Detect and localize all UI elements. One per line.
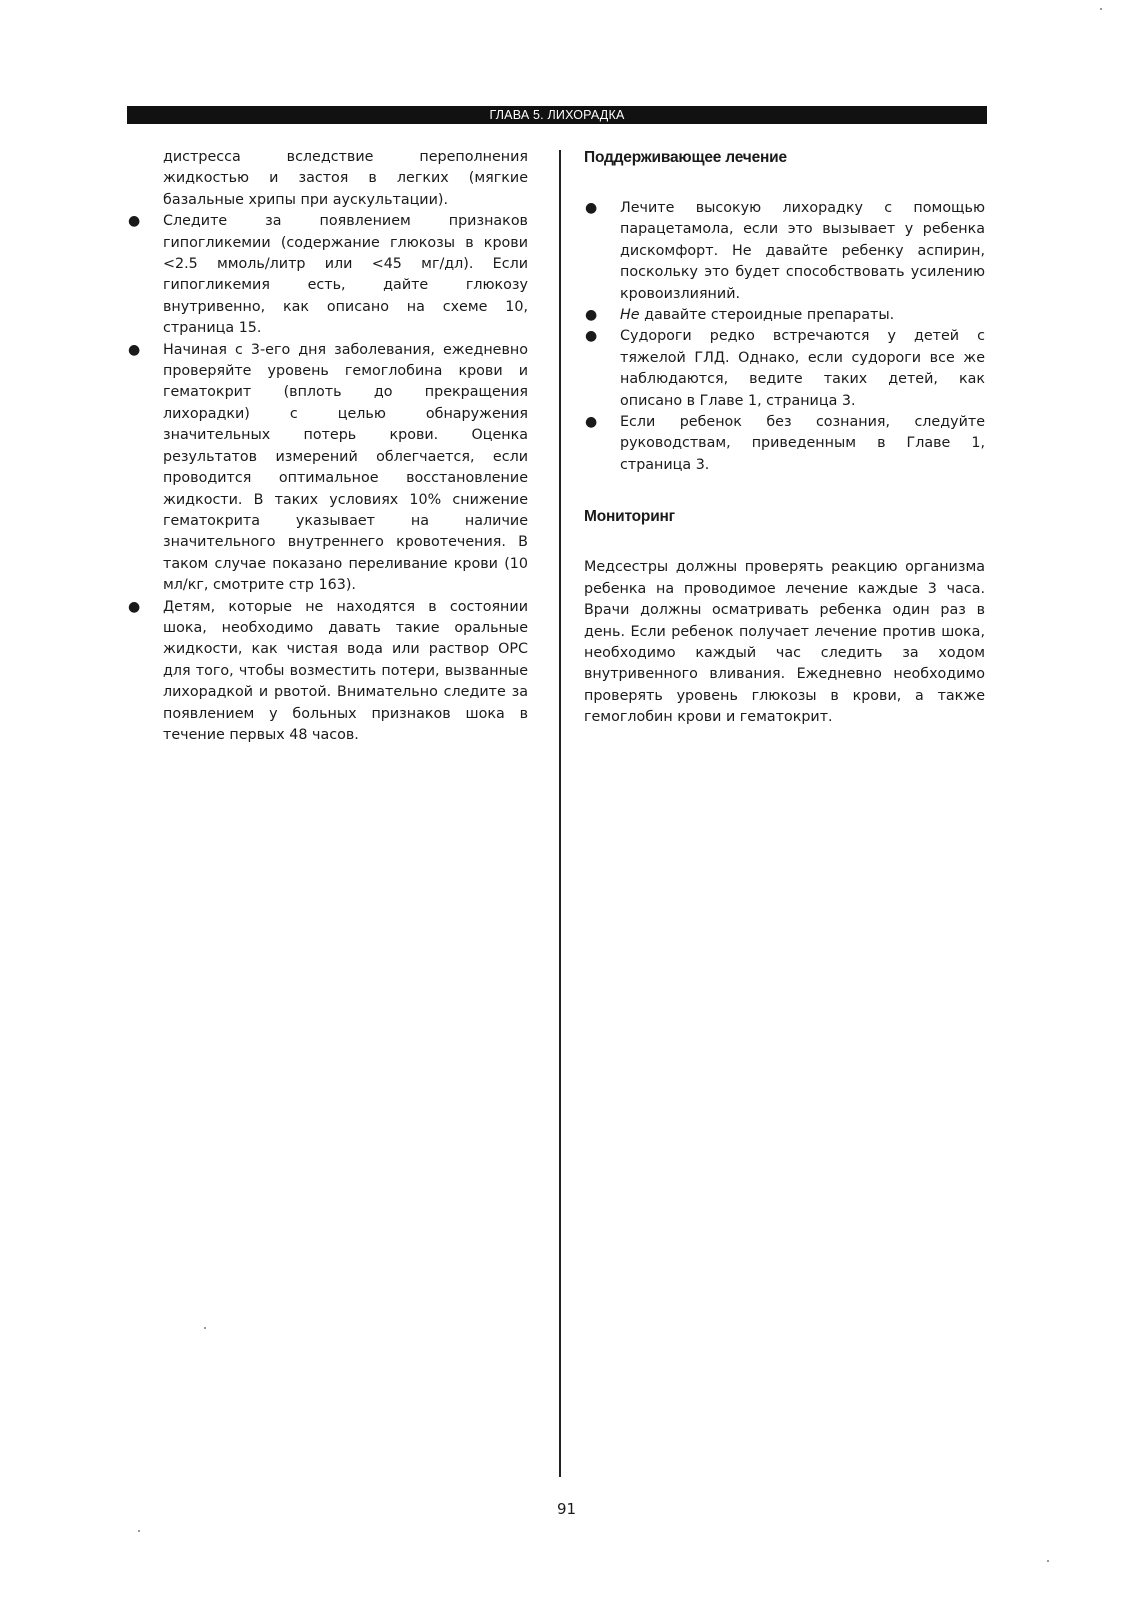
list-item	[584, 412, 985, 476]
scan-speck	[1047, 1560, 1049, 1562]
list-item	[127, 597, 528, 747]
scan-speck	[204, 1327, 206, 1329]
scan-speck	[1100, 8, 1102, 10]
list-item	[584, 326, 985, 412]
bullet-dot-icon: ●	[128, 213, 141, 230]
list-item	[127, 211, 528, 339]
list-item-text: Следите за появлением признаков гипогликемии (содержание глюкозы в крови <2.5 ммоль/литр или <45 мг/дл). Если гипогликемия есть, дайте глюкозу внутривенно, как описано на схеме 10, страница 15.	[163, 213, 528, 337]
list-item	[584, 198, 985, 305]
bullet-dot-icon: ●	[128, 341, 141, 358]
spacer	[584, 476, 985, 506]
column-divider	[559, 150, 561, 1477]
spacer	[584, 168, 985, 198]
left-bullet-list	[127, 211, 528, 746]
scan-speck	[138, 1530, 140, 1532]
chapter-header: ГЛАВА 5. ЛИХОРАДКА	[127, 106, 987, 124]
section-heading-supportive-care: Поддерживающее лечение	[584, 149, 787, 166]
spacer	[584, 527, 985, 557]
list-item-text: Если ребенок без сознания, следуйте руководствам, приведенным в Главе 1, страница 3.	[620, 414, 985, 473]
list-item-text: Судороги редко встречаются у детей с тяжелой ГЛД. Однако, если судороги все же наблюдаются, ведите таких детей, как описано в Главе 1, страница 3.	[620, 328, 985, 409]
bullet-dot-icon: ●	[585, 414, 598, 431]
bullet-dot-icon: ●	[585, 307, 598, 324]
bullet-dot-icon: ●	[128, 598, 141, 615]
list-item	[127, 340, 528, 597]
left-column	[127, 147, 528, 746]
list-item	[584, 305, 985, 326]
list-item-text: давайте стероидные препараты.	[639, 307, 895, 324]
list-item-text: Детям, которые не находятся в состоянии шока, необходимо давать такие оральные жидкости, как чистая вода или раствор ОРС для того, чтобы возместить потери, вызванные лихорадкой и рвотой. Внимательно следите за появлением у больных признаков шока в течение первых 48 часов.	[163, 598, 528, 743]
right-column	[584, 147, 985, 729]
list-item-emphasis: Не	[620, 307, 640, 324]
section-heading-monitoring: Мониторинг	[584, 508, 675, 526]
bullet-dot-icon: ●	[585, 328, 598, 345]
bullet-dot-icon: ●	[585, 200, 598, 216]
list-item-text: Лечите высокую лихорадку с помощью парацетамола, если это вызывает у ребенка дискомфорт. Не давайте ребенку аспирин, поскольку это будет способствовать усилению кровоизлияний.	[620, 200, 985, 302]
right-bullet-list	[584, 198, 985, 476]
monitoring-paragraph: Медсестры должны проверять реакцию организма ребенка на проводимое лечение каждые 3 часа. Врачи должны осматривать ребенка один раз в день. Если ребенок получает лечение против шока, необходимо каждый час следить за ходом внутривенного вливания. Ежедневно необходимо проверять уровень глюкозы в крови, а также гемоглобин крови и гематокрит.	[584, 559, 985, 726]
list-item-text: Начиная с 3-его дня заболевания, ежедневно проверяйте уровень гемоглобина крови и гематокрит (вплоть до прекращения лихорадки) с целью обнаружения значительных потерь крови. Оценка результатов измерений облегчается, если проводится оптимальное восстановление жидкости. В таких условиях 10% снижение гематокрита указывает на наличие значительного внутреннего кровотечения. В таком случае показано переливание крови (10 мл/кг, смотрите стр 163).	[163, 341, 528, 594]
page-number: 91	[556, 1500, 577, 1518]
continuation-paragraph: дистресса вследствие переполнения жидкостью и застоя в легких (мягкие базальные хрипы при аускультации).	[163, 149, 528, 208]
